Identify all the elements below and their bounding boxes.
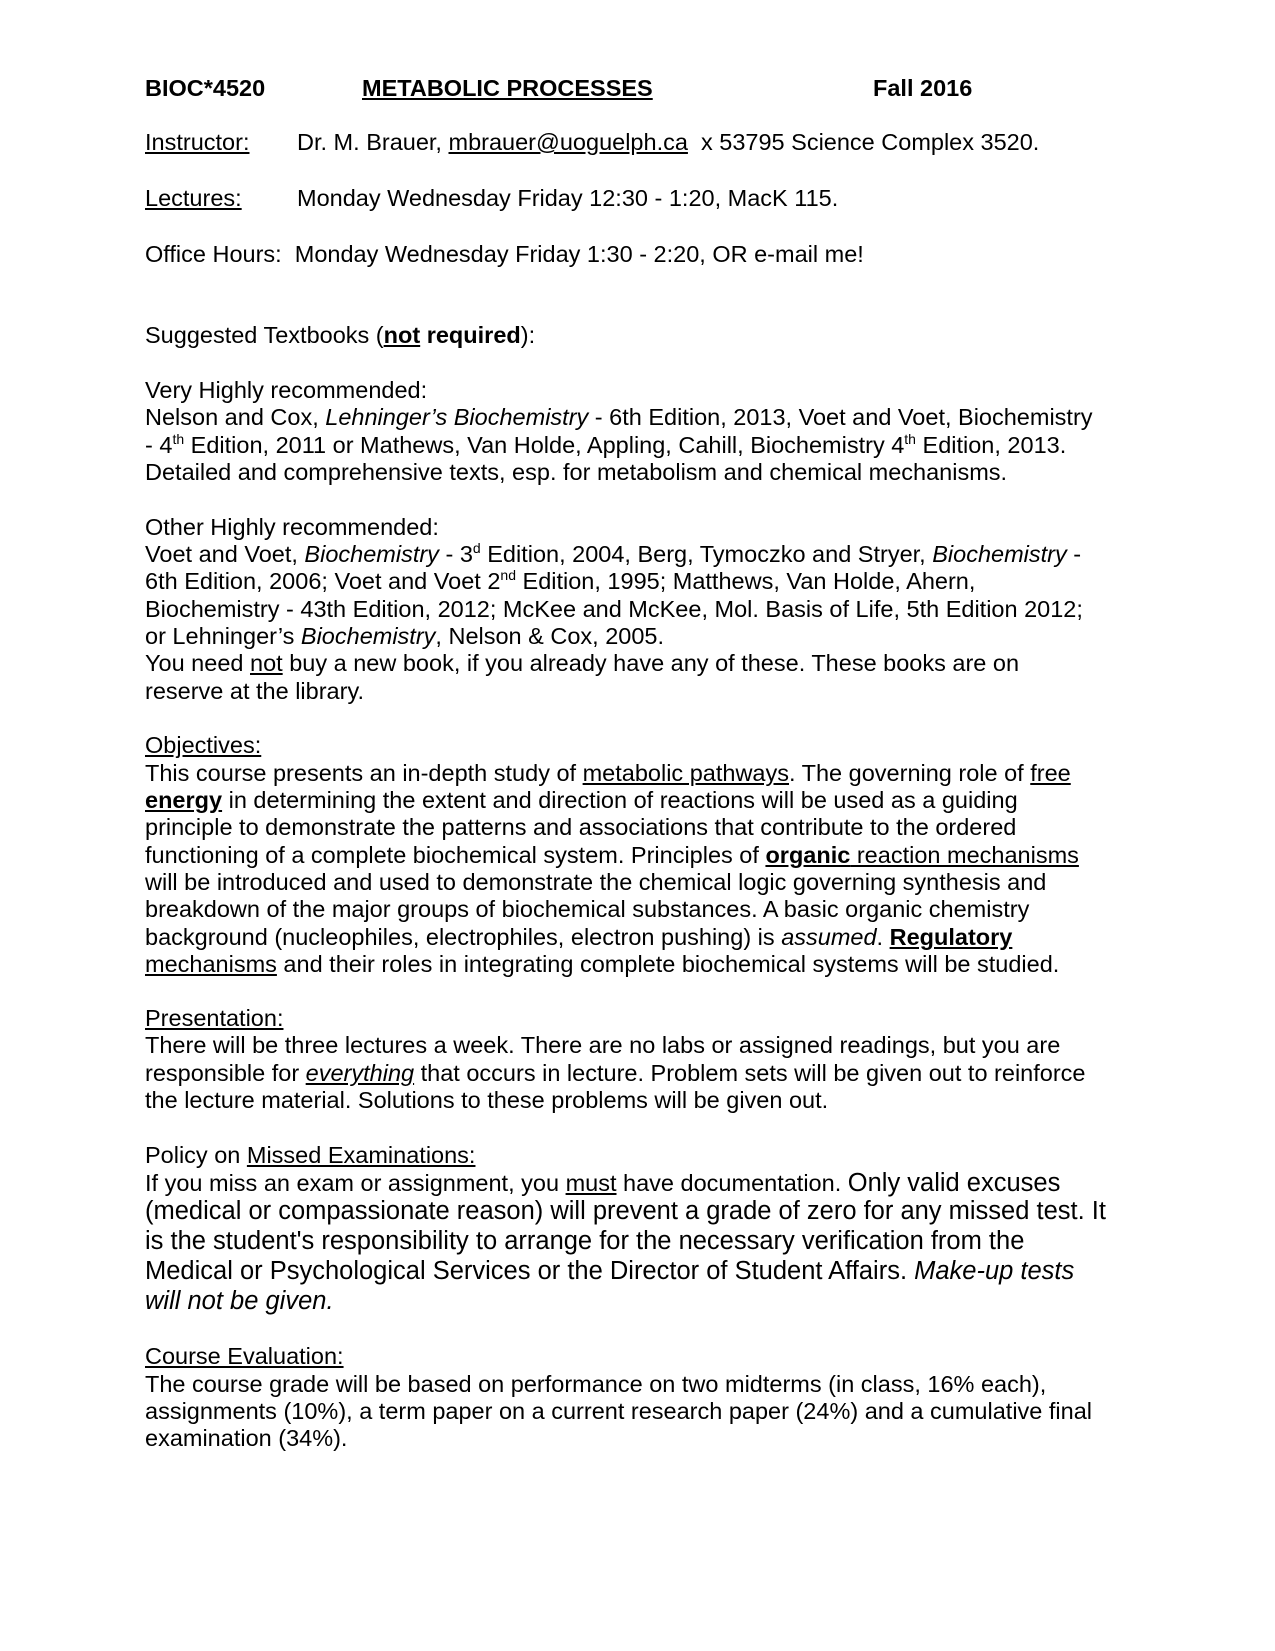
text-run: or Lehninger’s	[145, 623, 301, 649]
text-run: functioning of a complete biochemical system. Principles of	[145, 842, 766, 868]
text-run: - 3	[438, 541, 473, 567]
objectives-line-5: will be introduced and used to demonstrate the chemical logic governing synthesis and	[145, 869, 1047, 895]
presentation-heading: Presentation:	[145, 1005, 284, 1031]
superscript: d	[472, 540, 481, 557]
text-run: Policy on	[145, 1142, 247, 1168]
text-run: buy a new book, if you already have any of these. These books are on	[282, 650, 1020, 676]
objectives-line-3: principle to demonstrate the patterns and associations that contribute to the ordered	[145, 814, 1017, 840]
other-highly-label: Other Highly recommended:	[145, 514, 439, 540]
very-highly-line-1	[145, 403, 1175, 432]
presentation-line-1: There will be three lectures a week. There are no labs or assigned readings, but you are	[145, 1032, 1061, 1058]
policy-line-5: will not be given.	[145, 1287, 334, 1315]
textbooks-not: not	[383, 322, 421, 348]
text-run: -	[1066, 541, 1082, 567]
text-run: 6th Edition, 2006; Voet and Voet 2	[145, 568, 501, 594]
text-run: .	[876, 924, 890, 950]
emphasis: reaction mechanisms	[850, 842, 1079, 868]
text-run: . The governing role of	[789, 760, 1031, 786]
emphasis: metabolic pathways	[582, 760, 789, 786]
text-run: that occurs in lecture. Problem sets will be given out to reinforce	[414, 1060, 1086, 1086]
text-run: Nelson and Cox,	[145, 404, 326, 430]
emphasis: organic	[765, 842, 851, 868]
text-run: Only valid excuses	[847, 1169, 1061, 1197]
presentation-line-2	[145, 1059, 1175, 1088]
other-highly-line-2	[145, 567, 1175, 596]
emphasis: Missed Examinations:	[246, 1142, 476, 1168]
course-term: Fall 2016	[873, 75, 973, 101]
textbooks-intro-end: ):	[520, 322, 536, 348]
course-title: METABOLIC PROCESSES	[362, 75, 653, 101]
superscript: nd	[500, 567, 516, 584]
text-run: You need	[145, 650, 250, 676]
instructor-name: Dr. M. Brauer,	[297, 129, 442, 155]
book-title: Biochemistry	[300, 623, 436, 649]
policy-line-1	[145, 1168, 1175, 1199]
emphasis: energy	[145, 787, 223, 813]
emphasis: must	[565, 1170, 617, 1196]
lectures-text: Monday Wednesday Friday 12:30 - 1:20, MacK 115.	[297, 185, 839, 211]
very-highly-line-2	[145, 431, 1175, 460]
textbooks-intro-text: Suggested Textbooks (	[145, 322, 384, 348]
text-run: responsible for	[145, 1060, 306, 1086]
book-title: Biochemistry	[304, 541, 439, 567]
objectives-line-7	[145, 923, 1175, 952]
text-run: If you miss an exam or assignment, you	[145, 1170, 566, 1196]
superscript: th	[172, 431, 185, 448]
text-run: Edition, 2004, Berg, Tymoczko and Stryer,	[480, 541, 933, 567]
other-highly-line-1	[145, 540, 1175, 569]
evaluation-line-3: examination (34%).	[145, 1425, 348, 1451]
text-run: and their roles in integrating complete biochemical systems will be studied.	[276, 951, 1060, 977]
very-highly-label: Very Highly recommended:	[145, 377, 428, 403]
objectives-line-4	[145, 841, 1175, 870]
book-title: Lehninger’s Biochemistry	[325, 404, 589, 430]
policy-line-4	[145, 1256, 1175, 1287]
emphasis: free	[1030, 760, 1071, 786]
text-run: - 4	[145, 432, 173, 458]
objectives-line-2	[145, 786, 1175, 815]
text-run: in determining the extent and direction of reactions will be used as a guiding	[222, 787, 1018, 813]
course-code: BIOC*4520	[145, 75, 266, 101]
other-highly-line-3: Biochemistry - 43th Edition, 2012; McKee and McKee, Mol. Basis of Life, 5th Edition 2012;	[145, 596, 1083, 622]
book-title: Biochemistry	[932, 541, 1067, 567]
evaluation-line-2: assignments (10%), a term paper on a current research paper (24%) and a cumulative final	[145, 1398, 1092, 1424]
text-run: Edition, 2011 or Mathews, Van Holde, Appling, Cahill, Biochemistry 4	[184, 432, 905, 458]
instructor-line	[145, 128, 1175, 157]
lectures-label: Lectures:	[145, 185, 242, 211]
objectives-line-6: breakdown of the major groups of biochemical substances. A basic organic chemistry	[145, 896, 1030, 922]
office-hours-label: Office Hours:	[145, 241, 282, 267]
objectives-heading: Objectives:	[145, 732, 262, 758]
emphasis: mechanisms	[145, 951, 277, 977]
very-highly-line-3: Detailed and comprehensive texts, esp. for metabolism and chemical mechanisms.	[145, 459, 1008, 485]
objectives-line-8	[145, 950, 1175, 979]
text-run: Voet and Voet,	[145, 541, 305, 567]
office-hours-text: Monday Wednesday Friday 1:30 - 2:20, OR e-mail me!	[294, 241, 864, 267]
lectures-line	[145, 184, 1175, 213]
instructor-email-link[interactable]: mbrauer@uoguelph.ca	[448, 129, 688, 155]
instructor-label: Instructor:	[145, 129, 250, 155]
policy-heading	[145, 1141, 1175, 1170]
policy-line-2: (medical or compassionate reason) will prevent a grade of zero for any missed test. It	[145, 1197, 1106, 1225]
emphasis-not: not	[250, 650, 283, 676]
text-run: Medical or Psychological Services or the Director of Student Affairs.	[145, 1257, 915, 1285]
emphasis: assumed	[781, 924, 877, 950]
emphasis: Regulatory	[889, 924, 1013, 950]
presentation-line-3: the lecture material. Solutions to these problems will be given out.	[145, 1087, 829, 1113]
textbooks-required: required	[420, 322, 521, 348]
text-run: background (nucleophiles, electrophiles, electron pushing) is	[145, 924, 782, 950]
text-run: , Nelson & Cox, 2005.	[435, 623, 665, 649]
instructor-contact: x 53795 Science Complex 3520.	[700, 129, 1040, 155]
emphasis: Make-up tests	[914, 1257, 1075, 1285]
evaluation-heading: Course Evaluation:	[145, 1343, 344, 1369]
text-run: This course presents an in-depth study of	[145, 760, 583, 786]
textbooks-intro	[145, 321, 1175, 350]
evaluation-line-1: The course grade will be based on performance on two midterms (in class, 16% each),	[145, 1371, 1047, 1397]
text-run: Edition, 2013.	[915, 432, 1067, 458]
text-run: Edition, 1995; Matthews, Van Holde, Ahern,	[515, 568, 976, 594]
text-run: - 6th Edition, 2013, Voet and Voet, Biochemistry	[588, 404, 1093, 430]
other-highly-line-5	[145, 649, 1175, 678]
office-hours-line	[145, 240, 1175, 269]
text-run: have documentation.	[616, 1170, 848, 1196]
superscript: th	[904, 431, 916, 448]
objectives-line-1	[145, 759, 1175, 788]
other-highly-line-6: reserve at the library.	[145, 678, 364, 704]
policy-line-3: is the student's responsibility to arrange for the necessary verification from the	[145, 1227, 1025, 1255]
other-highly-line-4	[145, 622, 1175, 651]
emphasis: everything	[305, 1060, 415, 1086]
